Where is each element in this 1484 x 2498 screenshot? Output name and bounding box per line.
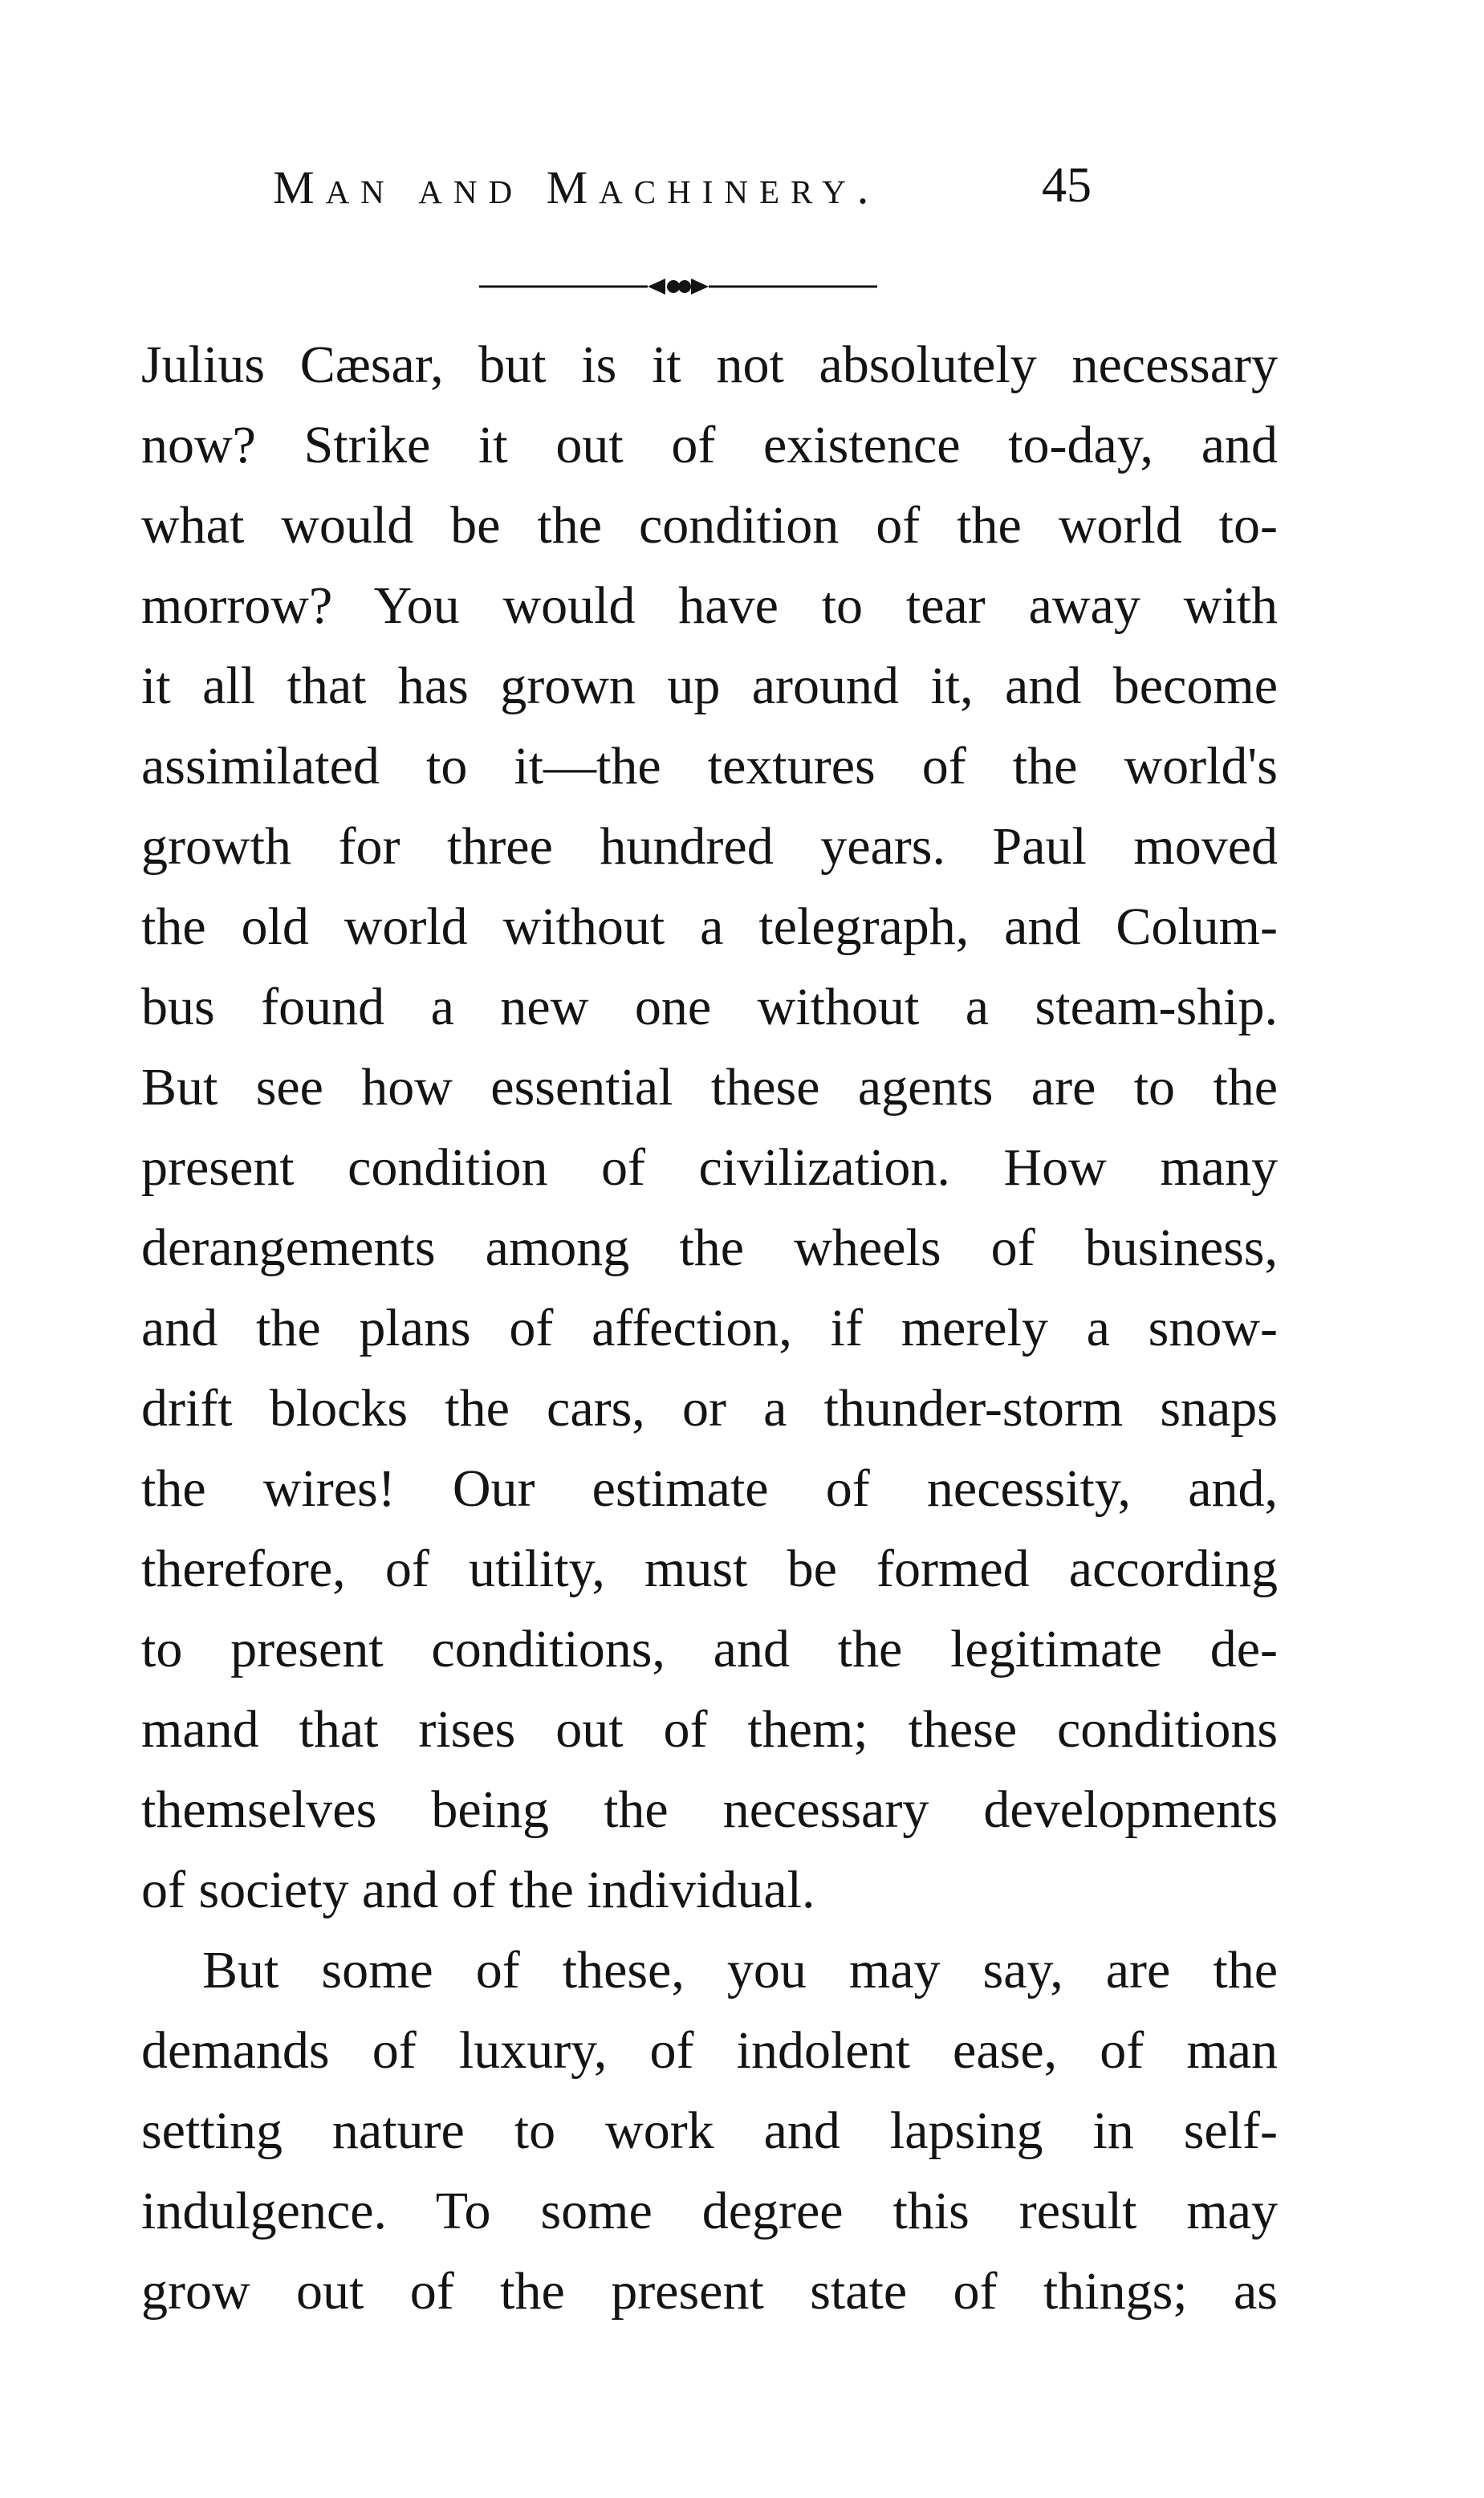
header-ornament-rule xyxy=(479,275,877,299)
text-line: assimilated to it—the textures of the world's xyxy=(141,737,1278,795)
text-line: grow out of the present state of things; as xyxy=(141,2262,1278,2321)
text-line: present condition of civilization. How many xyxy=(141,1138,1278,1197)
text-line: therefore, of utility, must be formed according xyxy=(141,1540,1278,1598)
text-line: themselves being the necessary developments xyxy=(141,1780,1278,1839)
running-title: Man and Machinery. xyxy=(273,161,880,214)
text-line: But some of these, you may say, are the xyxy=(202,1941,1278,2000)
text-line: morrow? You would have to tear away with xyxy=(141,576,1278,635)
text-line: drift blocks the cars, or a thunder-storm snaps xyxy=(141,1379,1278,1438)
text-line: mand that rises out of them; these conditions xyxy=(141,1700,1278,1759)
text-line: demands of luxury, of indolent ease, of man xyxy=(141,2021,1278,2080)
text-line: it all that has grown up around it, and become xyxy=(141,657,1278,715)
text-line: Julius Cæsar, but is it not absolutely necessary xyxy=(141,336,1278,394)
text-line: of society and of the individual. xyxy=(141,1861,815,1919)
running-head xyxy=(273,153,1092,225)
body-text xyxy=(141,325,1278,2332)
text-line: But see how essential these agents are to the xyxy=(141,1058,1278,1117)
text-line: growth for three hundred years. Paul moved xyxy=(141,817,1278,876)
text-line: the wires! Our estimate of necessity, and, xyxy=(141,1459,1278,1518)
text-line: now? Strike it out of existence to-day, and xyxy=(141,416,1278,474)
text-line: setting nature to work and lapsing in self- xyxy=(141,2101,1278,2160)
text-line: bus found a new one without a steam-ship. xyxy=(141,978,1278,1036)
text-line: derangements among the wheels of business, xyxy=(141,1218,1278,1277)
text-line: indulgence. To some degree this result may xyxy=(141,2182,1278,2240)
text-line: to present conditions, and the legitimate de- xyxy=(141,1620,1278,1678)
page-number: 45 xyxy=(1042,158,1092,213)
text-line: and the plans of affection, if merely a snow- xyxy=(141,1299,1278,1357)
paragraph xyxy=(141,325,1278,1930)
text-line: what would be the condition of the world to- xyxy=(141,496,1278,555)
paragraph xyxy=(141,1930,1278,2332)
text-line: the old world without a telegraph, and Colum- xyxy=(141,897,1278,956)
